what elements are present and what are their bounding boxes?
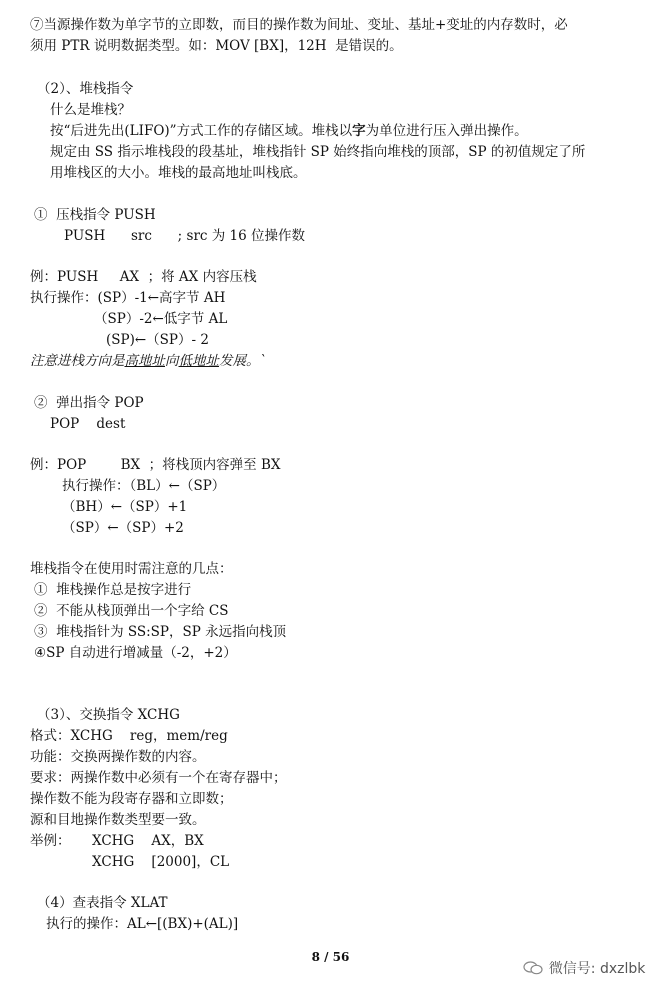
page-number: 8 / 56 bbox=[311, 950, 350, 964]
text-line: (SP)←（SP）- 2 bbox=[106, 332, 209, 348]
text-line: 要求：两操作数中必须有一个在寄存器中； bbox=[30, 770, 287, 786]
watermark: 微信号: dxzlbk bbox=[505, 942, 645, 994]
section-heading: （4）查表指令 XLAT bbox=[37, 895, 168, 911]
wechat-icon bbox=[523, 961, 543, 975]
text-line: （SP）←（SP）+2 bbox=[62, 520, 184, 536]
text-line: 执行操作：（BL）←（SP） bbox=[62, 478, 226, 494]
list-item: ③ 堆栈指针为 SS:SP，SP 永远指向栈顶 bbox=[34, 624, 287, 640]
text-line: 格式：XCHG reg，mem/reg bbox=[30, 728, 228, 744]
section-heading: （2）、堆栈指令 bbox=[37, 81, 134, 97]
text-line: 例：PUSH AX ；将 AX 内容压栈 bbox=[30, 269, 257, 285]
text-line: 操作数不能为段寄存器和立即数； bbox=[30, 791, 233, 807]
text-line: 规定由 SS 指示堆栈段的段基址，堆栈指针 SP 始终指向堆栈的顶部，SP 的初值规定了所 bbox=[50, 144, 586, 160]
section-heading: （3）、交换指令 XCHG bbox=[37, 707, 180, 723]
text-line: 按“后进先出(LIFO)”方式工作的存储区域。堆栈以字为单位进行压入弹出操作。 bbox=[50, 123, 528, 139]
text-line: 功能：交换两操作数的内容。 bbox=[30, 749, 206, 765]
note-line: 注意进栈方向是高地址向低地址发展。` bbox=[30, 353, 267, 369]
code-line: XCHG [2000]，CL bbox=[92, 854, 230, 870]
text-line: 堆栈指令在使用时需注意的几点： bbox=[30, 561, 233, 577]
list-item: ② 不能从栈顶弹出一个字给 CS bbox=[34, 603, 229, 619]
code-line: PUSH src ; src 为 16 位操作数 bbox=[64, 228, 306, 244]
text-line: 执行操作：(SP）-1←高字节 AH bbox=[30, 290, 226, 306]
text-line: 用堆栈区的大小。堆栈的最高地址叫栈底。 bbox=[50, 165, 307, 181]
subsection-heading: ① 压栈指令 PUSH bbox=[34, 207, 156, 223]
text-line: （SP）-2←低字节 AL bbox=[94, 311, 228, 327]
code-line: POP dest bbox=[50, 416, 126, 432]
text-line: 执行的操作：AL←[(BX)+(AL)] bbox=[46, 916, 239, 932]
text-line: 例：POP BX ；将栈顶内容弹至 BX bbox=[30, 457, 281, 473]
code-line: 举例： XCHG AX，BX bbox=[30, 833, 204, 849]
text-line: 什么是堆栈？ bbox=[50, 102, 131, 118]
text-line: （BH）←（SP）+1 bbox=[62, 499, 188, 515]
text-line: ⑦当源操作数为单字节的立即数，而目的操作数为间址、变址、基址+变址的内存数时，必 bbox=[30, 17, 568, 33]
text-line: 源和目地操作数类型要一致。 bbox=[30, 812, 206, 828]
list-item: ④SP 自动进行增减量（-2，+2） bbox=[34, 645, 237, 661]
list-item: ① 堆栈操作总是按字进行 bbox=[34, 582, 192, 598]
subsection-heading: ② 弹出指令 POP bbox=[34, 395, 144, 411]
text-line: 须用 PTR 说明数据类型。如：MOV [BX]，12H 是错误的。 bbox=[30, 38, 403, 54]
